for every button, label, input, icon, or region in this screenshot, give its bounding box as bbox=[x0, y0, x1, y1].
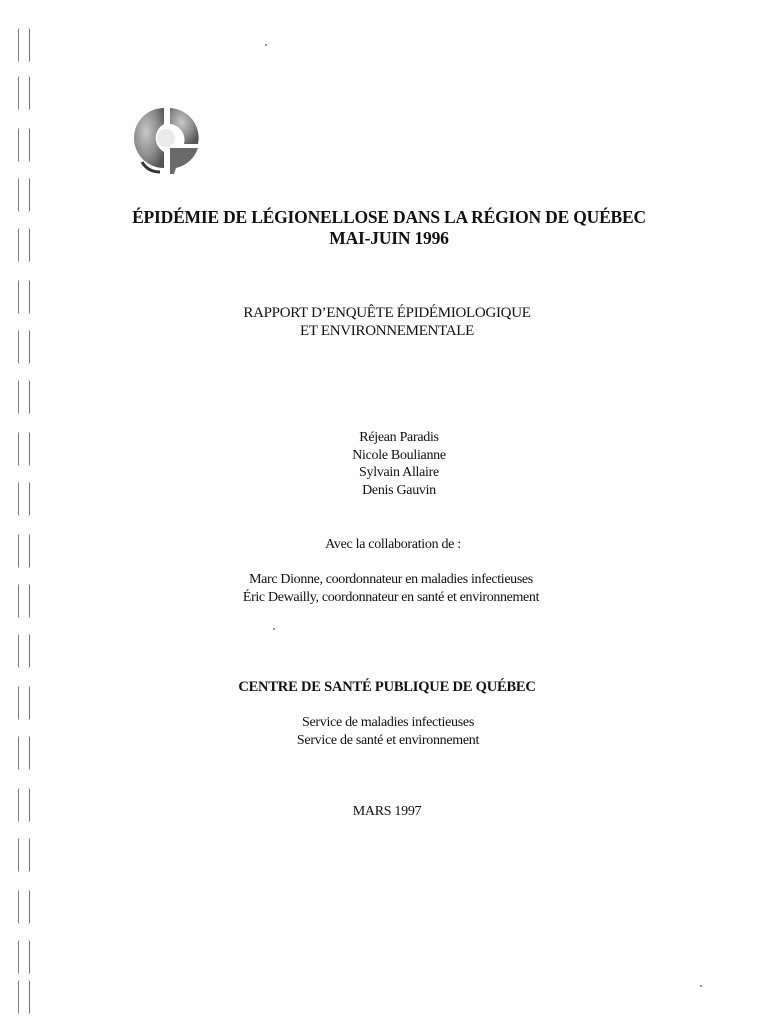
report-subtitle bbox=[0, 304, 768, 340]
author-name: Réjean Paradis bbox=[359, 430, 439, 445]
report-title-line2: MAI-JUIN 1996 bbox=[329, 228, 449, 248]
cspq-logo-icon bbox=[128, 102, 206, 178]
collaborator-entry: Éric Dewailly, coordonnateur en santé et environnement bbox=[242, 589, 540, 605]
collaborator-entry: Marc Dionne, coordonnateur en maladies infectieuses bbox=[249, 572, 533, 587]
author-list bbox=[0, 429, 768, 499]
collaboration-label: Avec la collaboration de : bbox=[325, 537, 461, 552]
report-title-line1: ÉPIDÉMIE DE LÉGIONELLOSE DANS LA RÉGION DE QUÉBEC bbox=[132, 207, 646, 227]
collaborator-list bbox=[0, 571, 768, 606]
service-entry: Service de maladies infectieuses bbox=[302, 715, 474, 730]
author-name: Sylvain Allaire bbox=[359, 465, 439, 480]
publication-date-text: MARS 1997 bbox=[352, 804, 422, 819]
binder-hole-marks bbox=[12, 20, 32, 1010]
report-title bbox=[0, 207, 768, 249]
author-name: Nicole Boulianne bbox=[352, 447, 446, 463]
organization-name bbox=[0, 678, 768, 696]
author-name: Denis Gauvin bbox=[362, 482, 436, 498]
publication-date bbox=[0, 803, 768, 820]
service-entry: Service de santé et environnement bbox=[296, 732, 480, 748]
report-subtitle-line2: ET ENVIRONNEMENTALE bbox=[299, 323, 475, 339]
collaboration-heading bbox=[0, 536, 768, 553]
service-list bbox=[0, 714, 768, 749]
organization-name-text: CENTRE DE SANTÉ PUBLIQUE DE QUÉBEC bbox=[238, 679, 536, 695]
report-subtitle-line1: RAPPORT D’ENQUÊTE ÉPIDÉMIOLOGIQUE bbox=[243, 305, 531, 321]
